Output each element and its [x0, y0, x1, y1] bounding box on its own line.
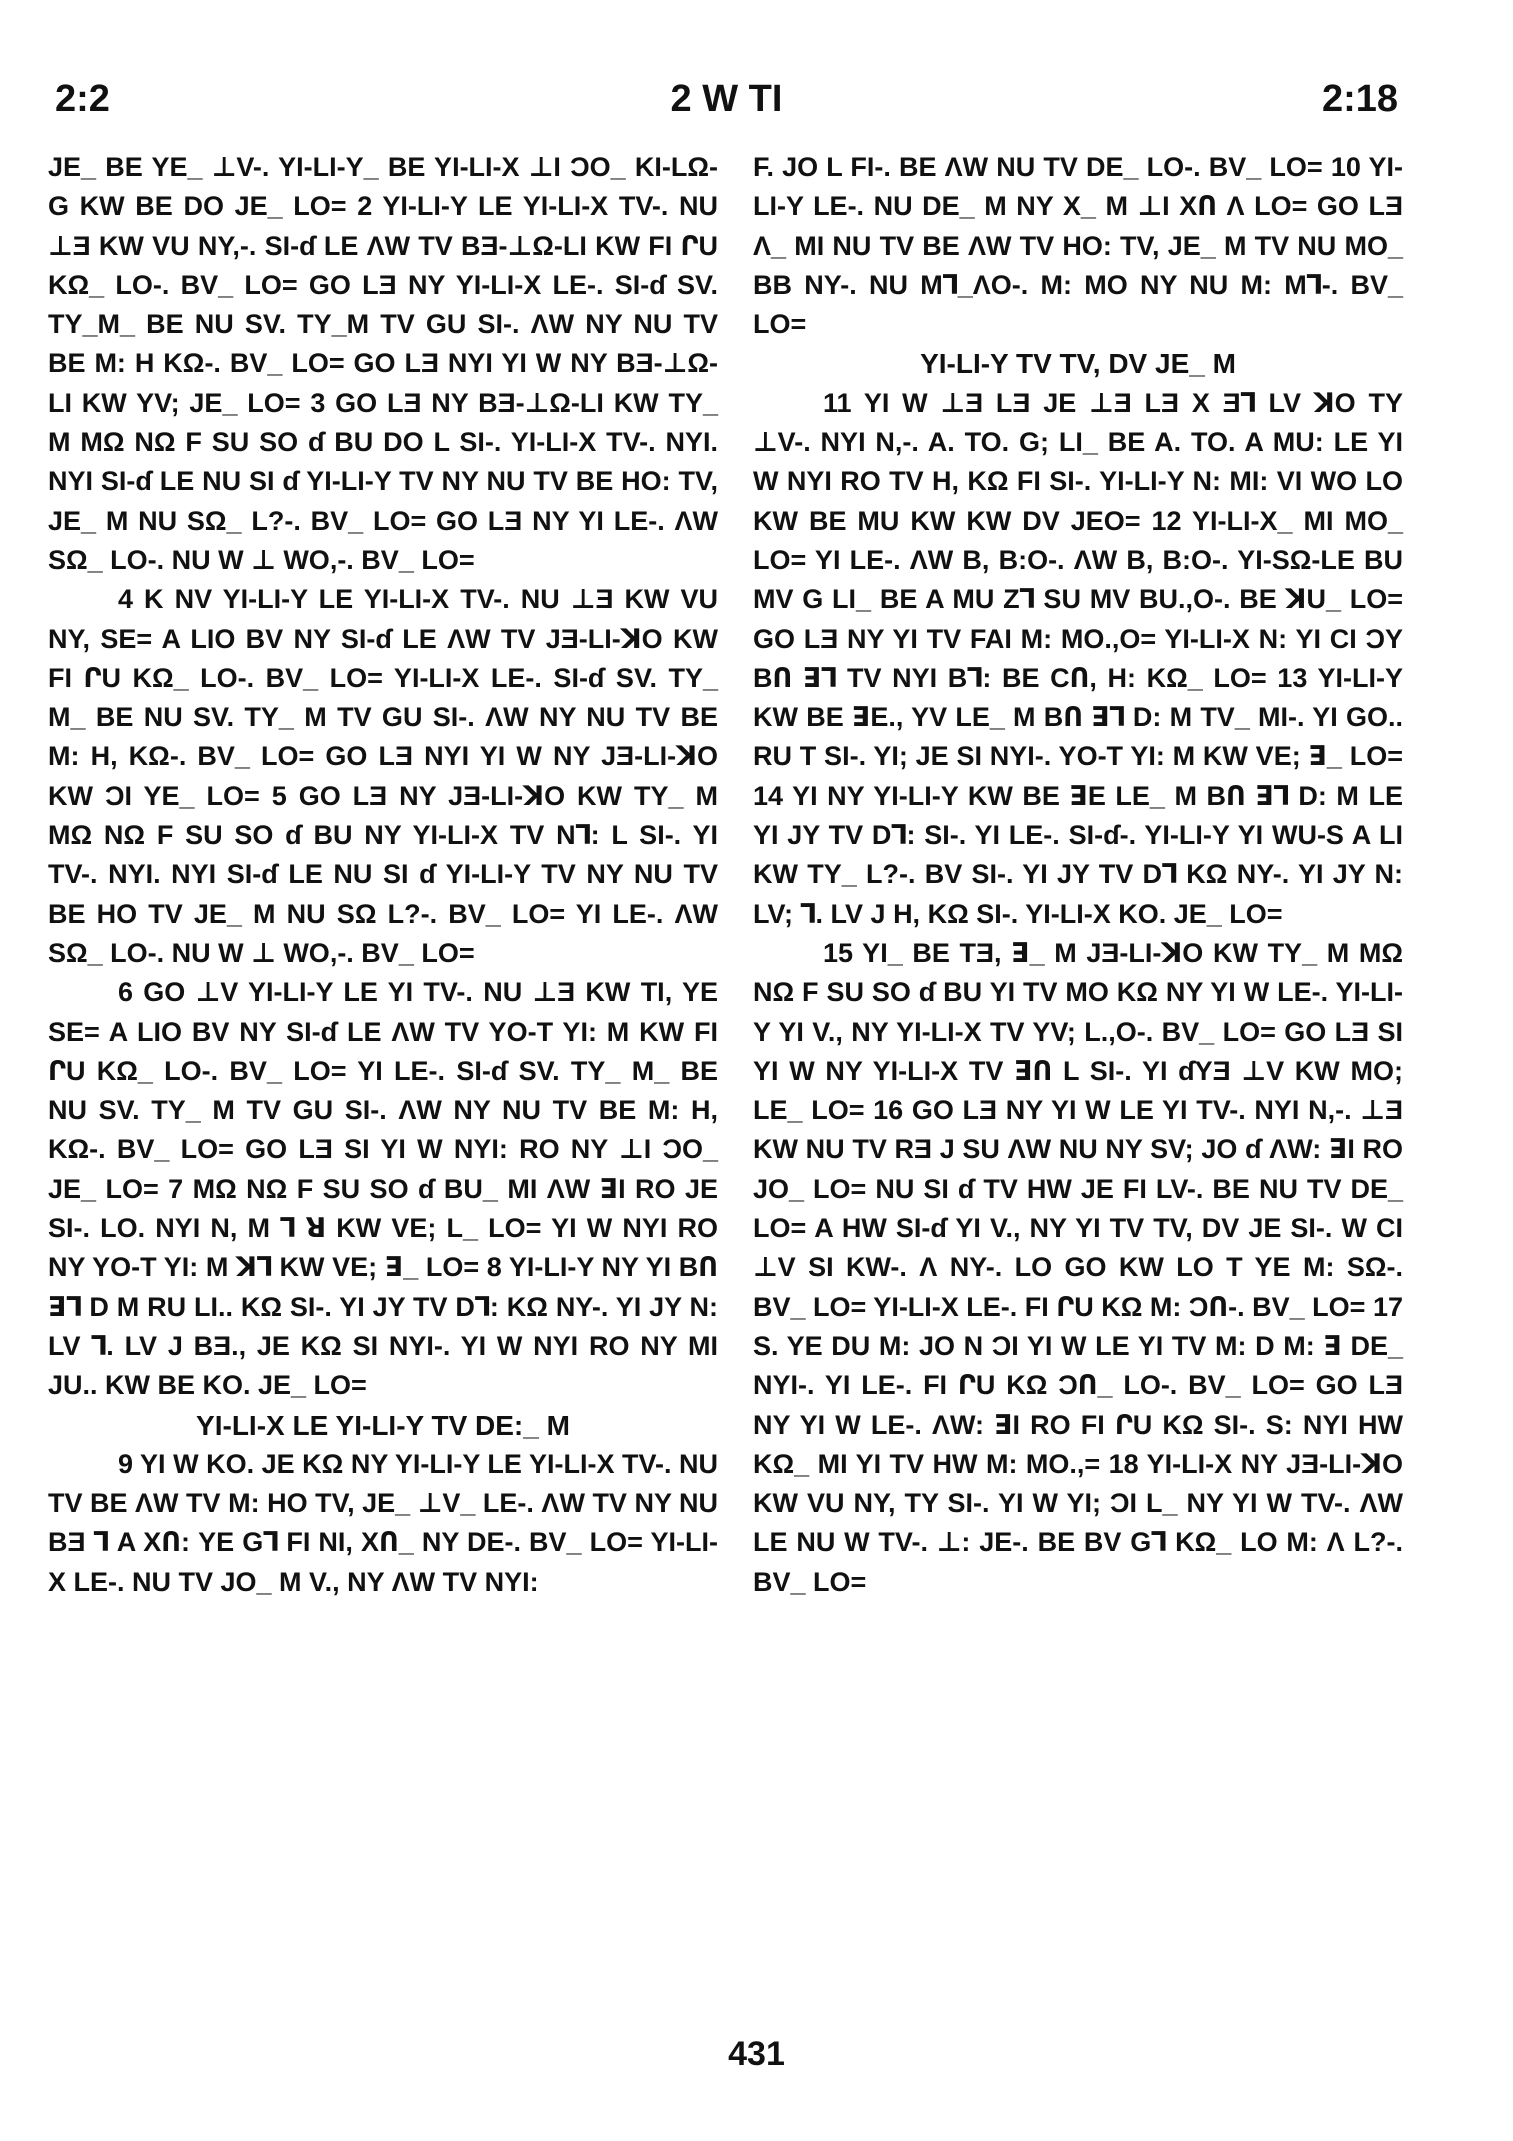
paragraph: 9 YI W KO. JE KΩ NY YI-LI-Y LE YI-LI-X TV-. NU TV BE ΛW TV M: HO TV, JE_ ⊥V_ LE-. ΛW TV NY NU BƎ ꓶ A XՈ: YE Gꓶ FI NI, XՈ_ NY DE-. BV_ LO= YI-LI-X LE-. NU TV JO_ M V., NY ΛW TV NYI:	[48, 1448, 718, 1597]
paragraph: 6 GO ⊥V YI-LI-Y LE YI TV-. NU ⊥Ǝ KW TI, YE SE= A LIO BV NY SI-ɗ LE ΛW TV YO-T YI: M KW FI ՐU KΩ_ LO-. BV_ LO= YI LE-. SI-ɗ SV. TY_ M_ BE NU SV. TY_ M TV GU SI-. ΛW NY NU TV BE M: H, KΩ-. BV_ LO= GO LƎ SI YI W NYI: RO NY ⊥I ƆO_ JE_ LO= 7 MΩ NΩ F SU SO ɗ BU_ MI ΛW ꓱI RO JE SI-. LO. NYI N, M ꓶ ꓤ KW VE; L_ LO= YI W NYI RO NY YO-T YI: M ꓘꓶ KW VE; ꓱ_ LO= 8 YI-LI-Y NY YI BՈ ꓱꓶ D M RU LI.. KΩ SI-. YI JY TV Dꓶ: KΩ NY-. YI JY N: LV ꓶ. LV J BƎ., JE KΩ SI NYI-. YI W NYI RO NY MI JU.. KW BE KO. JE_ LO=	[48, 977, 718, 1401]
right-column	[753, 148, 1403, 1602]
paragraph: 15 YI_ BE TƎ, ꓱ_ M JƎ-LI-ꓘO KW TY_ M MΩ NΩ F SU SO ɗ BU YI TV MO KΩ NY YI W LE-. YI-LI-Y YI V., NY YI-LI-X TV YV; L.,O-. BV_ LO= GO LƎ SI YI W NY YI-LI-X TV ꓱՈ L SI-. YI ɗYƎ ⊥V KW MO; LE_ LO= 16 GO LƎ NY YI W LE YI TV-. NYI N,-. ⊥Ǝ KW NU TV RƎ J SU ΛW NU NY SV; JO ɗ ΛW: ꓱI RO JO_ LO= NU SI ɗ TV HW JE FI LV-. BE NU TV DE_ LO= A HW SI-ɗ YI V., NY YI TV TV, DV JE SI-. W CI ⊥V SI KW-. Λ NY-. LO GO KW LO T YE M: SΩ-. BV_ LO= YI-LI-X LE-. FI ՐU KΩ M: ƆՈ-. BV_ LO= 17 S. YE DU M: JO N ƆI YI W LE YI TV M: D M: ꓱ DE_ NYI-. YI LE-. FI ՐU KΩ ƆՈ_ LO-. BV_ LO= GO LƎ NY YI W LE-. ΛW: ꓱI RO FI ՐU KΩ SI-. S: NYI HW KΩ_ MI YI TV HW M: MO.,= 18 YI-LI-X NY JƎ-LI-ꓘO KW VU NY, TY SI-. YI W YI; ƆI L_ NY YI W TV-. ΛW LE NU W TV-. ⊥: JE-. BE BV Gꓶ KΩ_ LO M: Λ L?-. BV_ LO=	[753, 937, 1403, 1597]
page-header	[55, 78, 1398, 128]
paragraph: JE_ BE YE_ ⊥V-. YI-LI-Y_ BE YI-LI-X ⊥I ƆO_ KI-LΩ-G KW BE DO JE_ LO= 2 YI-LI-Y LE YI-LI-X TV-. NU ⊥Ǝ KW VU NY,-. SI-ɗ LE ΛW TV BƎ-⊥Ω-LI KW FI ՐU KΩ_ LO-. BV_ LO= GO LƎ NY YI-LI-X LE-. SI-ɗ SV. TY_M_ BE NU SV. TY_M TV GU SI-. ΛW NY NU TV BE M: H KΩ-. BV_ LO= GO LƎ NYI YI W NY BƎ-⊥Ω-LI KW YV; JE_ LO= 3 GO LƎ NY BƎ-⊥Ω-LI KW TY_ M MΩ NΩ F SU SO ɗ BU DO L SI-. YI-LI-X TV-. NYI. NYI SI-ɗ LE NU SI ɗ YI-LI-Y TV NY NU TV BE HO: TV, JE_ M NU SΩ_ L?-. BV_ LO= GO LƎ NY YI LE-. ΛW SΩ_ LO-. NU W ⊥ WO,-. BV_ LO=	[48, 152, 718, 575]
paragraph: 11 YI W ⊥Ǝ LƎ JE ⊥Ǝ LƎ X Ǝꓶ LV ꓘO TY ⊥V-. NYI N,-. A. TO. G; LI_ BE A. TO. A MU: LE YI W NYI RO TV H, KΩ FI SI-. YI-LI-Y N: MI: VI WO LO KW BE MU KW KW DV JEO= 12 YI-LI-X_ MI MO_ LO= YI LE-. ΛW B, B:O-. ΛW B, B:O-. YI-SΩ-LE BU MV G LI_ BE A MU Zꓶ SU MV BU.,O-. BE ꓘU_ LO= GO LƎ NY YI TV FAI M: MO.,O= YI-LI-X N: YI CI ƆY BՈ ꓱꓶ TV NYI Bꓶ: BE CՈ, H: KΩ_ LO= 13 YI-LI-Y KW BE ꓱE., YV LE_ M BՈ ꓱꓶ D: M TV_ MI-. YI GO.. RU T SI-. YI; JE SI NYI-. YO-T YI: M KW VE; ꓱ_ LO= 14 YI NY YI-LI-Y KW BE ꓱE LE_ M BՈ ꓱꓶ D: M LE YI JY TV Dꓶ: SI-. YI LE-. SI-ɗ-. YI-LI-Y YI WU-S A LI KW TY_ L?-. BV SI-. YI JY TV Dꓶ KΩ NY-. YI JY N: LV; ꓶ. LV J H, KΩ SI-. YI-LI-X KO. JE_ LO=	[753, 387, 1403, 929]
paragraph: F. JO L FI-. BE ΛW NU TV DE_ LO-. BV_ LO= 10 YI-LI-Y LE-. NU DE_ M NY X_ M ⊥I XՈ Λ LO= GO LƎ Λ_ MI NU TV BE ΛW TV HO: TV, JE_ M TV NU MO_ BB NY-. NU Mꓶ_ΛO-. M: MO NY NU M: Mꓶ-. BV_ LO=	[753, 152, 1403, 340]
header-book-title: 2 W TI	[670, 78, 783, 120]
section-heading: YI-LI-X LE YI-LI-Y TV DE:_ M	[196, 1409, 570, 1441]
header-chapter-end: 2:18	[1321, 78, 1398, 120]
header-chapter-start: 2:2	[55, 78, 110, 120]
section-heading: YI-LI-Y TV TV, DV JE_ M	[920, 348, 1236, 380]
paragraph: 4 K NV YI-LI-Y LE YI-LI-X TV-. NU ⊥Ǝ KW VU NY, SE= A LIO BV NY SI-ɗ LE ΛW TV JƎ-LI-ꓘO KW FI ՐU KΩ_ LO-. BV_ LO= YI-LI-X LE-. SI-ɗ SV. TY_ M_ BE NU SV. TY_ M TV GU SI-. ΛW NY NU TV BE M: H, KΩ-. BV_ LO= GO LƎ NYI YI W NY JƎ-LI-ꓘO KW ƆI YE_ LO= 5 GO LƎ NY JƎ-LI-ꓘO KW TY_ M MΩ NΩ F SU SO ɗ BU NY YI-LI-X TV Nꓶ: L SI-. YI TV-. NYI. NYI SI-ɗ LE NU SI ɗ YI-LI-Y TV NY NU TV BE HO TV JE_ M NU SΩ L?-. BV_ LO= YI LE-. ΛW SΩ_ LO-. NU W ⊥ WO,-. BV_ LO=	[48, 584, 718, 968]
left-column	[48, 148, 718, 1602]
page-number: 431	[728, 2035, 785, 2073]
